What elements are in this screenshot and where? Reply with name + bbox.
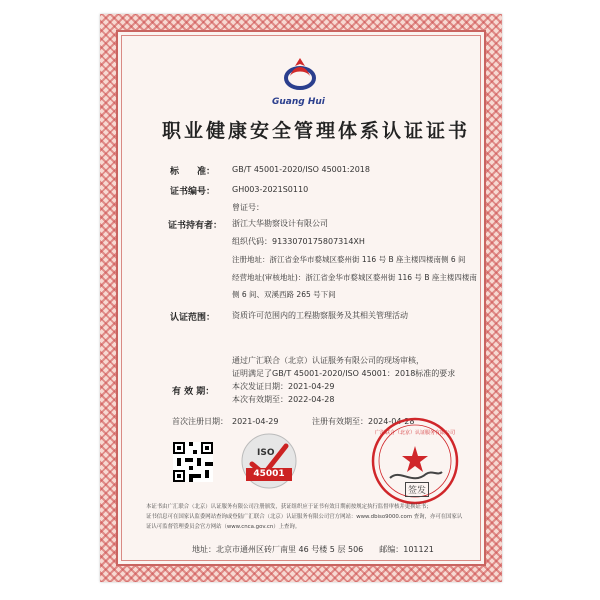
holder-name: 浙江大华勘察设计有限公司 <box>232 219 328 228</box>
operating-address-line2: 侧 6 间、双溪西路 265 号下间 <box>232 290 336 299</box>
qr-code-icon <box>173 442 213 482</box>
validity-label: 有 效 期： <box>172 387 215 397</box>
seal-issued-label: 签发 <box>405 482 429 497</box>
note-line3: 证认可监督管理委员会官方网站（www.cnca.gov.cn）上查询。 <box>146 524 301 530</box>
scope-label: 认证范围： <box>170 313 216 323</box>
operating-address-line1: 经营地址(审核地址)：浙江省金华市婺城区婺州街 116 号 B 座主楼四楼南 <box>232 273 477 282</box>
brand-name: Guang Hui <box>272 97 325 107</box>
first-registration-date: 首次注册日期： 2021-04-29 <box>172 417 279 426</box>
standard-value: GB/T 45001-2020/ISO 45001:2018 <box>232 165 370 174</box>
statement-line1: 通过广汇联合（北京）认证服务有限公司的现场审核， <box>232 356 424 365</box>
issue-date: 本次发证日期：2021-04-29 <box>232 382 335 391</box>
iso-code: 45001 <box>246 468 292 481</box>
cert-no-value: GH003-2021S0110 <box>232 185 309 194</box>
old-cert-label: 曾证号： <box>232 203 264 212</box>
seal-text: 广汇联合（北京）认证服务有限公司 <box>375 430 456 436</box>
registered-address: 注册地址：浙江省金华市婺城区婺州街 116 号 B 座主楼四楼南侧 6 间 <box>232 255 466 264</box>
registration-expiry-date: 注册有效期至：2024-04-28 <box>312 417 415 426</box>
cert-no-label: 证书编号： <box>170 187 216 197</box>
certificate-title: 职业健康安全管理体系认证证书 <box>162 120 471 142</box>
expire-date: 本次有效期至：2022-04-28 <box>232 395 335 404</box>
iso-45001-badge <box>240 432 298 490</box>
scope-value: 资质许可范围内的工程勘察服务及其相关管理活动 <box>232 311 408 320</box>
iso-text: ISO <box>257 448 275 458</box>
guanghui-logo <box>280 54 320 96</box>
holder-label: 证书持有者： <box>168 221 223 231</box>
statement-line2: 证明满足了GB/T 45001-2020/ISO 45001：2018标准的要求 <box>232 369 456 378</box>
note-line2: 证书信息可在国家认监委网站查询或登陆广汇联合（北京）认证服务有限公司官方网站：www.dbiso9000.com 查询，亦可在国家认 <box>146 514 463 520</box>
official-seal <box>370 416 460 506</box>
standard-label: 标 准： <box>170 167 216 177</box>
note-line1: 本证书由广汇联合（北京）认证服务有限公司注册颁发，获证组织应于证书有效日期前按规定执行监督审核并更换证书； <box>146 504 432 510</box>
logo-mark-icon <box>280 54 320 96</box>
org-code: 组织代码：9133070175807314XH <box>232 237 365 246</box>
iso-badge-icon <box>240 432 298 490</box>
qr-code <box>173 442 213 482</box>
footer-address: 地址：北京市通州区砖厂南里 46 号楼 5 层 506 邮编：101121 <box>192 545 434 554</box>
certificate <box>100 14 502 582</box>
